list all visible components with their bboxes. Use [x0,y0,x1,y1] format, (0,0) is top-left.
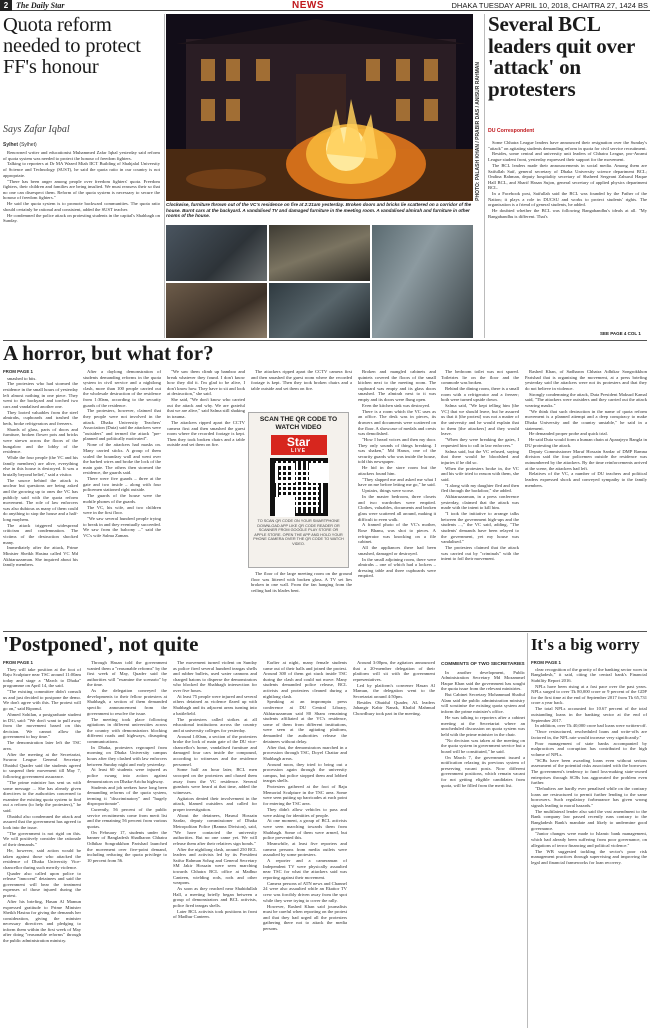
photo-vandalised-room [166,225,267,281]
horror-para: He hid in the store room but the attackers found him. [358,465,436,476]
postponed-para: Obaidul also condemned the attack and assured that the government has agreed to look into the issue. [3,813,81,830]
postponed-para: Through Hasan told the government wanted them a "reasonable reforms" by the first week of May, Quader said the authorities will "examine the scenario" by the time. [87,660,167,688]
secretaries-subhead: COMMENTS OF TWO SECRETARIES [441,662,525,667]
postponed-para: Around 3:00pm, the agitators announced that a 20-member delegation of their platform will sit with the government representatives. [353,660,435,682]
bcl-para: The BCL leaders made their announcements in social media. Among them are Saifullah Saif, general secretary of Dhaka University science department BCL; Ondina Rahman, deputy hospitality secretary of Shaheed Sergeant Zahurul Haque Hall BCL, and Sharif Hasan Sujon, general secretary of applied physics department BCL. [488,162,647,191]
horror-para: "How I heard voices and then my door. They only sounds of things breaking. I was shaken," Md Harun, one of the security guards who was inside the house, told this newspaper. [358,437,436,465]
quota-headline: Quota reform needed to protect FF's honour [3,14,141,78]
postponed-para: However, Rashed Khan said journalists must be careful when reporting on the protest and that they had urged all the protesters gathering there not to attack the media persons. [263,903,347,931]
from-page-label: FROM PAGE 1 [3,369,33,374]
postponed-para: "No decision was taken at the meeting on the quota system in government service but a board will be constituted," he said. [441,737,525,754]
horror-para: After a daylong demonstration of students demanding reforms in the quota system in civil service and a nightlong clash, more than 100 people carried out the wholesale destruction of the residence from 1:30am, according to the security guards of the residence. [83,369,161,408]
postponed-para: Earlier at night, many female students came out of their halls and joined the protest. Around 300 of them got stuck inside TSC during the clash and could not move. Many students demanded police release, BCL activists and protesters cleaned during a nightlong clash. [263,660,347,699]
from-page-label: FROM PAGE 1 [3,660,33,665]
horror-para: "We saw them climb up bamboo and break whatever they found. I don't know how they did it. I'm glad to be alive, I don't know how. They have to sit and look at destruction," she said. [167,369,245,397]
postponed-para: After his briefing, Hasan Al Mamun expressed gratitude to Prime Minister Sheikh Hasina for giving the demands her consideration, giving the minister necessary directives and pledging to inform them within the first week of May after doing "reasonable reforms" through the public administration ministry. [3,898,81,944]
postponed-para: The protesters called strikes at all educational institutions across the country and at university colleges for yesterday. [173,716,257,733]
horror-column-1 [3,369,78,631]
horror-column-2 [83,369,161,631]
horror-column-4-bottom [251,571,352,631]
photo-caption [166,202,473,219]
dateline: DHAKA TUESDAY APRIL 10, 2018, CHAITRA 27, 1424 BS [451,0,648,10]
column-divider [484,14,485,338]
horror-column-4-top [251,369,352,409]
quota-para: Talking to reporters at Dr MA Wazed Miah IICT Building of Shahjalal University of Science and Technology (SUST), he said the quota ratio in our country is not appropriate. [3,161,160,178]
postponed-para: At one moment, a group of BCL activists were seen marching towards them from Shahbagh. Some of them were armed, but police prevented this. [263,818,347,841]
worry-para: "Once restructured, rescheduled loans and write-offs are factored in, the NPL rate would increase very significantly." [531,729,647,740]
worry-para: "Defaulters are hardly ever penalised while on the contrary loans are restructured to permit further lending to the same borrowers. Such regulatory forbearance has given wrong signals leading to moral hazards." [531,786,647,808]
photo-caption-text: Clockwise, furniture thrown out of the VC's residence on fire at 2:21am yesterday. Broken doors and bricks lie scattered on a corridor of the house. Burnt cars at the backyard. A vandalised TV and damaged furniture in the meeting room. A vandalised almirah and furniture in other rooms of the house. [166,202,472,219]
horror-para: "We think that such destruction in the name of quota reform movement is a planned attempt and a deep conspiracy to make Dhaka University and the country unstable," he said in a statement. [525,408,647,431]
worry-para: "SCBs have been awarding loans even without serious assessment of the potential risks associated with the borrower. The government's tendency to fund loss-making state-owned enterprises through SCBs has aggravated the problem even further. [531,757,647,786]
horror-para: "I along with my daughter fled and then fled through the backdoor," she added. [441,482,519,494]
worry-headline: It's a big worry [531,635,640,654]
horror-column-7 [525,369,647,631]
horror-para: Salma said, but the VC refused, saying that there would be bloodshed and injuries if he did so. [441,448,519,465]
horror-para: "They slapped me and asked me what I have on me before letting me go," he said. [358,476,436,488]
qr-video-box[interactable] [248,412,349,568]
photo-broken-furniture [269,225,370,281]
photo-burnt-cars [372,225,473,338]
postponed-para: Camera persons of ATN news and Channel 24 were also assaulted while an Ekattor TV crew was forcibly driven away from the spot while they were trying to cover the rally. [263,880,347,903]
paper-name: The Daily Star [16,0,65,10]
brand-name: Star [286,435,311,449]
postponed-para: Meanwhile, at least five reporters and camera persons from media outlets were assaulted by some protesters. [263,841,347,858]
bcl-para: Besides, some central and university unit leaders of Chhatra League, pro-Awami League student front, yesterday expressed their support for the movement. [488,151,647,163]
quota-para: "There has been anger among people over freedom fighters' quota. Freedom fighters, their children and families are being insulted. We must reassess their so that no one can disrespect them. Reform of the quota system is necessary to secure the honour of freedom fighters." [3,178,160,201]
horror-para: When the protesters broke in, the VC and his wife tried to reason with them, she said. [441,465,519,482]
postponed-headline: 'Postponed', not quite [3,632,199,656]
horror-para: Behind the dining room, there is a small room with a refrigerator and a freezer; both were turned upside down. [441,386,519,403]
horror-para: Broken and mangled cabinets and quintets covered the floors of the small kitchen next to the meeting room. The cupboard was empty and its glass doors smashed. The almirah next to it was empty and its doors were flung open. [358,369,436,402]
fire-scene-illustration [166,14,473,201]
postponed-para: After the meeting at the Secretariat, Swaroz League General Secretary Obaidul Quader said the students agreed to suspend their movement till May 7, following government assurance. [3,751,81,780]
postponed-para: "The existing committee didn't consult us and just decided to postpone the demo. We don't agree with this. The protest will go on," said Riponul. [3,689,81,712]
postponed-para: They didn't allow vehicles to pass and were asking for identities of people. [263,806,347,818]
postponed-para: Speaking at an impromptu press conference at DU Central Library, Akhtaruzzaman said 80 Sham remaining students affiliated at the VC's residence, some of them from different institutions, were seen at the agitating platform, demanded the authorities release the detainees without delay. [263,699,347,744]
postponed-para: About the detainees, Hasnul Hossain Sardar, deputy commissioner of Dhaka Metropolitan Police (Ramna Division), said, "We have contacted the university authorities. But no one came yet. We will release them after their relatives sign bonds." [173,812,257,846]
horror-para: Immediately after the attack, Prime Minister Sheikh Hasina called VC Md Akhtaruzzaman. She inquired about his family members. [3,545,78,568]
worry-para: Poor management of state banks accompanied by malpractices and corruption has contributed to the high volume of NPLs. [531,740,647,757]
horror-para: There is a room which the VC uses as an office. The desk was in pieces, its drawers and documents were scattered on the floor. A showcase of medals and crests was demolished. [358,408,436,437]
horror-para: "I took the initiative to arrange talks between the government high-ups and the students ...," the VC said, adding, "The students' demands have been relayed to the government, yet my house was vandalised." [441,511,519,545]
postponed-para: He was talking to reporters after a cabinet meeting at the Secretariat where an unscheduled discussion on quota system was held with the prime minister in the chair. [441,714,525,737]
horror-para: The source behind the attack is unclear but questions are being asked and the growing up to ones the VC has publicly said with the quota reform movement. The role of law enforcers was also dubious as many of them could do anything to stop the house and a half-long mayhem. [3,477,78,522]
postponed-para: Agitators denied their involvement in the attack, blamed outsiders and called for proper investigation. [173,795,257,812]
horror-para: The guards of the house were the mobile phones of the guards. [83,493,161,504]
postponed-column-5 [353,660,435,1028]
page-number: 2 [0,0,12,11]
postponed-para: The movement turned violent on Sunday as police fired several hundred teargas shells and rubber bullets, used water cannons and charged batons to disperse the demonstrators who blocked the Shahbagh intersection for over five hours. [173,660,257,693]
postponed-para: As the delegation conveyed the developments to their fellow protesters at Shahbagh, a section of them demanded specific announcement from the government to resolve the issue. [87,688,167,716]
postponed-para: Besides Obaidul Quader, AL leaders Jahangir Kabir Nanak, Khalid Mahmud Chowdhury took part in the meeting. [353,699,435,716]
masthead [0,0,650,11]
bcl-continued-link[interactable]: SEE PAGE 4 COL 1 [600,331,641,336]
horror-para: There were five guards – three at the gate and two inside – along with four policemen stationed right outside. [83,476,161,493]
horror-para: "We saw several hundred people trying to break in and they eventually succeeded. We saw from the balcony ..." said the VC's wife Salma Zaman. [83,516,161,538]
worry-para: The total NPLs accounted for 10.67 percent of the total outstanding loans in the banking sector at the end of September 2017. [531,706,647,723]
horror-column-6 [441,369,519,631]
qr-instructions: TO SCAN QR CODE ON YOUR SMARTPHONE DOWNLOAD APP LIKE QR CODE READER OR SCANNER FROM GOOGLE PLAY STORE OR APPLE STORE. OPEN THE APP AND HOLD YOUR PHONE CAMERA OVER THE QR CODE TO WATCH VIDEO. [253,519,344,546]
postponed-para: Ahmed Sohilan, a postgraduate student in DU, said: "We don't want to pull away from the movement based on this decision. We cannot allow the government to buy time." [3,711,81,740]
postponed-para: Quader also called upon police to release "innocent" detainees and said the government will bear the treatment expenses of those injured during the protest. [3,870,81,899]
postponed-para: But Cabinet Secretary Mohammad Shafiul Alam said the public administration ministry will scrutinise the existing quota system and inform the prime minister's office. [441,692,525,715]
horror-para: The floor of the large meeting room on the ground floor was littered with broken glass. A TV set lies broken in one wall. From the fan hanging from the ceiling had its blades bent. [251,571,352,593]
worry-para: NPLs have been rising at a fast pace over the past years. NPLs surged to over Tk 80,000 crore or 9 percent of the GDP for the first time at the end of September 2017 from Tk 65,731 crore a year back. [531,683,647,706]
bcl-body [488,140,647,328]
horror-para: The protesters claimed that the attack was carried out by "criminals" with the intent to foil their movement. [441,545,519,562]
postponed-para: Students and job seekers have long been demanding reforms of the quota system, terming it "discriminatory" and "hugely disproportionate". [87,784,167,807]
postponed-column-4 [263,660,347,1028]
horror-column-5 [358,369,436,631]
horror-para: The attackers ripped apart the CCTV camera first and then smashed the guest room where the recorded footage is kept. Then they took broken chairs and a table outside and set them on fire. [167,419,245,448]
postponed-para: Around noon, they tried to bring out a procession again through the university campus, but police stopped them and lobbed teargas shells. [263,761,347,784]
postponed-para: In Dhaka, protesters regrouped from morning on Dhaka University campus hours after they clashed with law enforcers between Sunday night and early yesterday. [87,744,167,767]
postponed-column-2 [87,660,167,1028]
postponed-column-3 [173,660,257,1028]
from-page-label: FROM PAGE 1 [531,660,561,665]
qr-code-icon[interactable] [270,458,328,516]
column-divider [164,14,165,338]
quota-byline [3,142,37,148]
brand-sub: LIVE [290,448,307,454]
postponed-para: In another development, Public Administration Secretary Md Mozammel Haque Khan said the government has sought the quota issue from the relevant ministries. [441,669,525,692]
postponed-para: Led by platform's convener Hasan Al Mamun, the delegation went to the Secretariat around 4:50pm. [353,682,435,699]
bcl-para: He doubted whether the BCL was following Bangabandhu's ideals at all. "My Bangabandhu is different. That's [488,208,647,219]
main-photo-fire [166,14,473,201]
worry-para: In addition, over Tk 40,000 crore bad loans were written-off. [535,723,647,729]
postponed-para: Some half an hour later, BCL men swooped on the protesters and chased them away from the VC residence. Several gunshots were heard at that time, added the witnesses. [173,767,257,795]
postponed-para: The demonstration later left the TSC area. [3,740,81,751]
worry-para: The multilateral lender also said the vast amendment to the Bank company law passed recently runs contrary to the Bangladesh Bank's mandate and likely to undermine good governance. [531,808,647,831]
postponed-para: After that, the demonstrators marched in a procession through TSC, Doyel Chattar and Shahbagh areas. [263,744,347,761]
horror-para: The attack triggered widespread criticism and condemnation. The victims of the destruction shocked many. [3,522,78,545]
postponed-para: At least 75 people were injured and several others detained as violence flared up with Shahbagh and its adjacent areas turning into a battlefield. [173,693,257,716]
horror-para: In the small adjoining room, there were almirahs – one of which had a lockers – dressing table and three cupboards were emptied. [358,556,436,579]
postponed-para: "The government is not rigid on this. We will positively consider the rationale of their demands." [3,830,81,848]
horror-para: He demanded proper probe and quick trial. [529,431,608,437]
postponed-para: A reporter and a cameraman of Independent TV were physically assaulted near TSC for what the attackers said was reporting against their movement. [263,858,347,880]
postponed-para: As soon as they reached near Shahidullah Hall, a meeting briefly began between a group of demonstrators and BCL activists, police fired teargas shells. [173,886,257,908]
quota-para: Renowned writer and educationist Muhammed Zafar Iqbal yesterday said reform of quota system was needed to protect the honour of freedom fighters. [3,150,160,161]
worry-body [531,660,647,1028]
postponed-para: Protesters gathered at the foot of Raju Memorial Sculpture in the TSC area. Some were seen putting up barricades at each point for entering the TSC area. [263,784,347,807]
quota-byline-rest: (Sylhet) [19,142,37,148]
horror-para: She said, "We don't know who carried out the attack and why. We are grateful that we are alive," said Salma still shaking in trauma. [167,397,245,420]
postponed-column-1 [3,660,81,1028]
horror-para: smashed to bits. [7,375,37,381]
bcl-para: In a Facebook post, Saifullah said the BCL was founded by the Father of the Nation; it plays a role in DUCSU and works to protect students' rights. The organisation is a friend of general students, he added. [488,191,647,208]
postponed-para: They will take position at the foot of Raju Sculpture near TSC around 11:00am today and stage a "March to Dhaka" programme on April 14, the said. [3,666,81,689]
horror-para: He said Duta would form a human chain at Aparajeyo Bangla in DU protesting the attack. [525,437,647,448]
horror-para: Deputy Commissioner Maruf Hossain Sardar of DMP Ramna division said the four policemen outside the residence was outnumbered by the attackers. By the time reinforcements arrived at the scene, the attackers had left. [525,448,647,471]
bcl-byline: DU Correspondent [488,128,535,134]
postponed-column-6 [441,660,525,1028]
postponed-para: "The prime minister has sent us with some message ... She has already given directives to the authorities concerned to examine the existing quota system to find out a reform (to help the protesters)," he said. [3,779,81,813]
postponed-para: Later BCL activists took positions in front of Madhur Canteen. [173,908,257,920]
horror-para: The VC, his wife, and two children were in the first floor. [83,504,161,516]
postponed-para: On February 17, students under the banner of Bangladesh Shadharon Chhatra Odhikar Songrakkhon Parishad launched the movement over five-point demand, including reducing the quota privilege to 10 percent from 56. [87,829,167,863]
horror-para: "When they were breaking the gates, I requested him to call in law enforcers." [441,437,519,448]
postponed-para: On March 7, the government issued a notification relaxing its previous system of preserving vacant posts. Now different government positions, which remain vacant for not getting eligible candidates from quota, will be filled from the merit list. [441,754,525,788]
photo-meeting-room [269,283,370,339]
quota-subhead: Says Zafar Iqbal [3,124,70,135]
postponed-para: At least 60 students were injured as police swung into action against demonstrators on Dhaka-Aricha highway. [87,767,167,784]
postponed-para: After the nightlong clash, around 250 BCL leaders and activists led by its President Saifur Rahman Sohag and General Secretary SM Jakir Hossain were seen marching towards Chhatra BCL office at Madhur Canteen, wielding rods, rods and other weapons. [173,846,257,886]
horror-headline: A horror, but what for? [3,341,214,365]
horror-para: Even the kitchen sink was destroyed. [362,402,431,408]
bcl-headline: Several BCL leaders quit over 'attack' on protesters [488,12,635,101]
postponed-body [3,660,525,1028]
section-label: NEWS [292,0,324,11]
quota-para: He said the quota system is to promote backward communities. The quota ratio should certainly be rational and consistent, added the SUST teacher. [3,201,160,212]
postponed-para: The meeting took place following agitations in different universities across the country with demonstrators blocking different roads and highways, disrupting communications. [87,716,167,744]
horror-para: Upstairs, things were worse. [362,488,415,494]
horror-para: They looted valuables from the steel almirahs, cupboards and trashed the beds, broke refrigerators and freezers. [3,409,78,426]
column-divider [527,633,528,1028]
quota-byline-location: Sylhet [3,142,19,148]
qr-title: SCAN THE QR CODE TO WATCH VIDEO [259,416,338,431]
horror-para: The protesters, however, claimed that they people were not involved in the attack. Dhaka University Teachers' Association (Duta) said the attackers were "outsiders" and termed the attack "pre-planned and politically motivated". [83,408,161,442]
postponed-para: Around 1:00am, a section of the protesters broke the lock of main gate of the DU vice-chancellor's home, vandalised furniture and damaged four cars inside the compound, according to witnesses and the residence personnel. [173,733,257,767]
star-live-logo [271,435,327,455]
horror-para: Akhtaruzzaman, in a press conference yesterday, claimed that the attack was made with the intent to kill him. [441,494,519,511]
quota-body [3,150,160,340]
bcl-para: Some Chhatra League leaders have announced their resignation over the Sunday's "attack" on agitating students demanding reform in quota for civil service recruitment. [488,140,647,151]
horror-para: All the appliances there had been smashed, damaged or destroyed. [358,545,436,556]
horror-column-3 [167,369,245,631]
horror-para: Relatives of the VC, a number of DU teachers and political leaders expressed shock and conveyed sympathy to the family members. [525,471,647,488]
horror-para: A framed photo of the VC's mother, Rose Bhanu, was shot to pieces. A refrigerator was knocking on a file cabinet. [358,522,436,545]
horror-para: Strongly condemning the attack, Duta President Maksud Kamal said, "The attackers were outsiders and they carried out the attack wearing masks." [525,391,647,408]
worry-para: clear recognition of the gravity of the banking sector woes in Bangladesh," it said, citing the central bank's Financial Stability Report 2016. [531,666,647,683]
photo-broken-doors [166,283,267,339]
horror-para: In the master bedroom, three closets and two wardrobes were emptied. Clothes, valuables, documents and broken glass were scattered all around, making it difficult to even walk. [358,494,436,522]
horror-para: The bedroom toilet was not spared. Toiletries lie on the floor and the commode was broken. [441,369,519,386]
horror-para: None of the attackers had masks on. Many carried sticks. A group of them scaled the boundary wall and went over the barbed wires and broke the lock of the main gate. The others then stormed the residence, the guards said. [83,442,161,476]
horror-para: Shards of glass, parts of doors and furniture, broken flower pots and bricks were strewn across the floors of the bungalow and the lobby of the residence. [3,426,78,455]
horror-para: The attackers ripped apart the CCTV camera first and then smashed the guest room where the recorded footage is kept. Then they took broken chairs and a table outside and set them on fire. [251,369,352,391]
horror-para: While the four people (the VC and his family members) are alive, everything else in this house is destroyed. It was a brutally beyond belief," said a visitor. [3,455,78,477]
postponed-para: Currently, 56 percent of the public service recruitments come from merit list and the remaining 56 percent from various quotas. [87,807,167,829]
horror-para: Salma said, "We kept telling him [the VC] that we should leave, but he assured us that it [the protest] was not a matter of the university and he would explain that to them [the attackers] and they would leave. [441,403,519,437]
worry-para: The WB suggested tackling the sector's poor risk management practices through supervising and improving the legal and financial frameworks for loan recovery. [531,848,647,865]
postponed-para: He, however, said action would be taken against those who attacked the residence of Dhaka University Vice-chancellor during such merrily violence. [3,847,81,870]
photo-credit: PHOTO: PALASH KHAN / PRABIR DAS / ANISUR RAHMAN [475,62,481,201]
worry-para: "Junior changes were made to Islamic bank management, which had already been suffering from poor governance, on allegations of terror financing and political violence." [531,831,647,848]
horror-para: The protesters who had stormed the residence in the small hours of yesterday left almost nothing in one piece. They went to the backyard and torched two cars and vandalised another one. [3,381,78,409]
photo-grid [166,225,473,338]
horror-para: Rashed Khan, of Sadharon Chhatra Adhikar Songrokkhon Parishad that is organising the movement, at a press briefing yesterday said the attackers were not its protesters and that they do not believe in violence. [525,369,647,391]
quota-para: He condemned the police attack on protesting students in the capital's Shahbagh on Sunday. [3,212,160,224]
